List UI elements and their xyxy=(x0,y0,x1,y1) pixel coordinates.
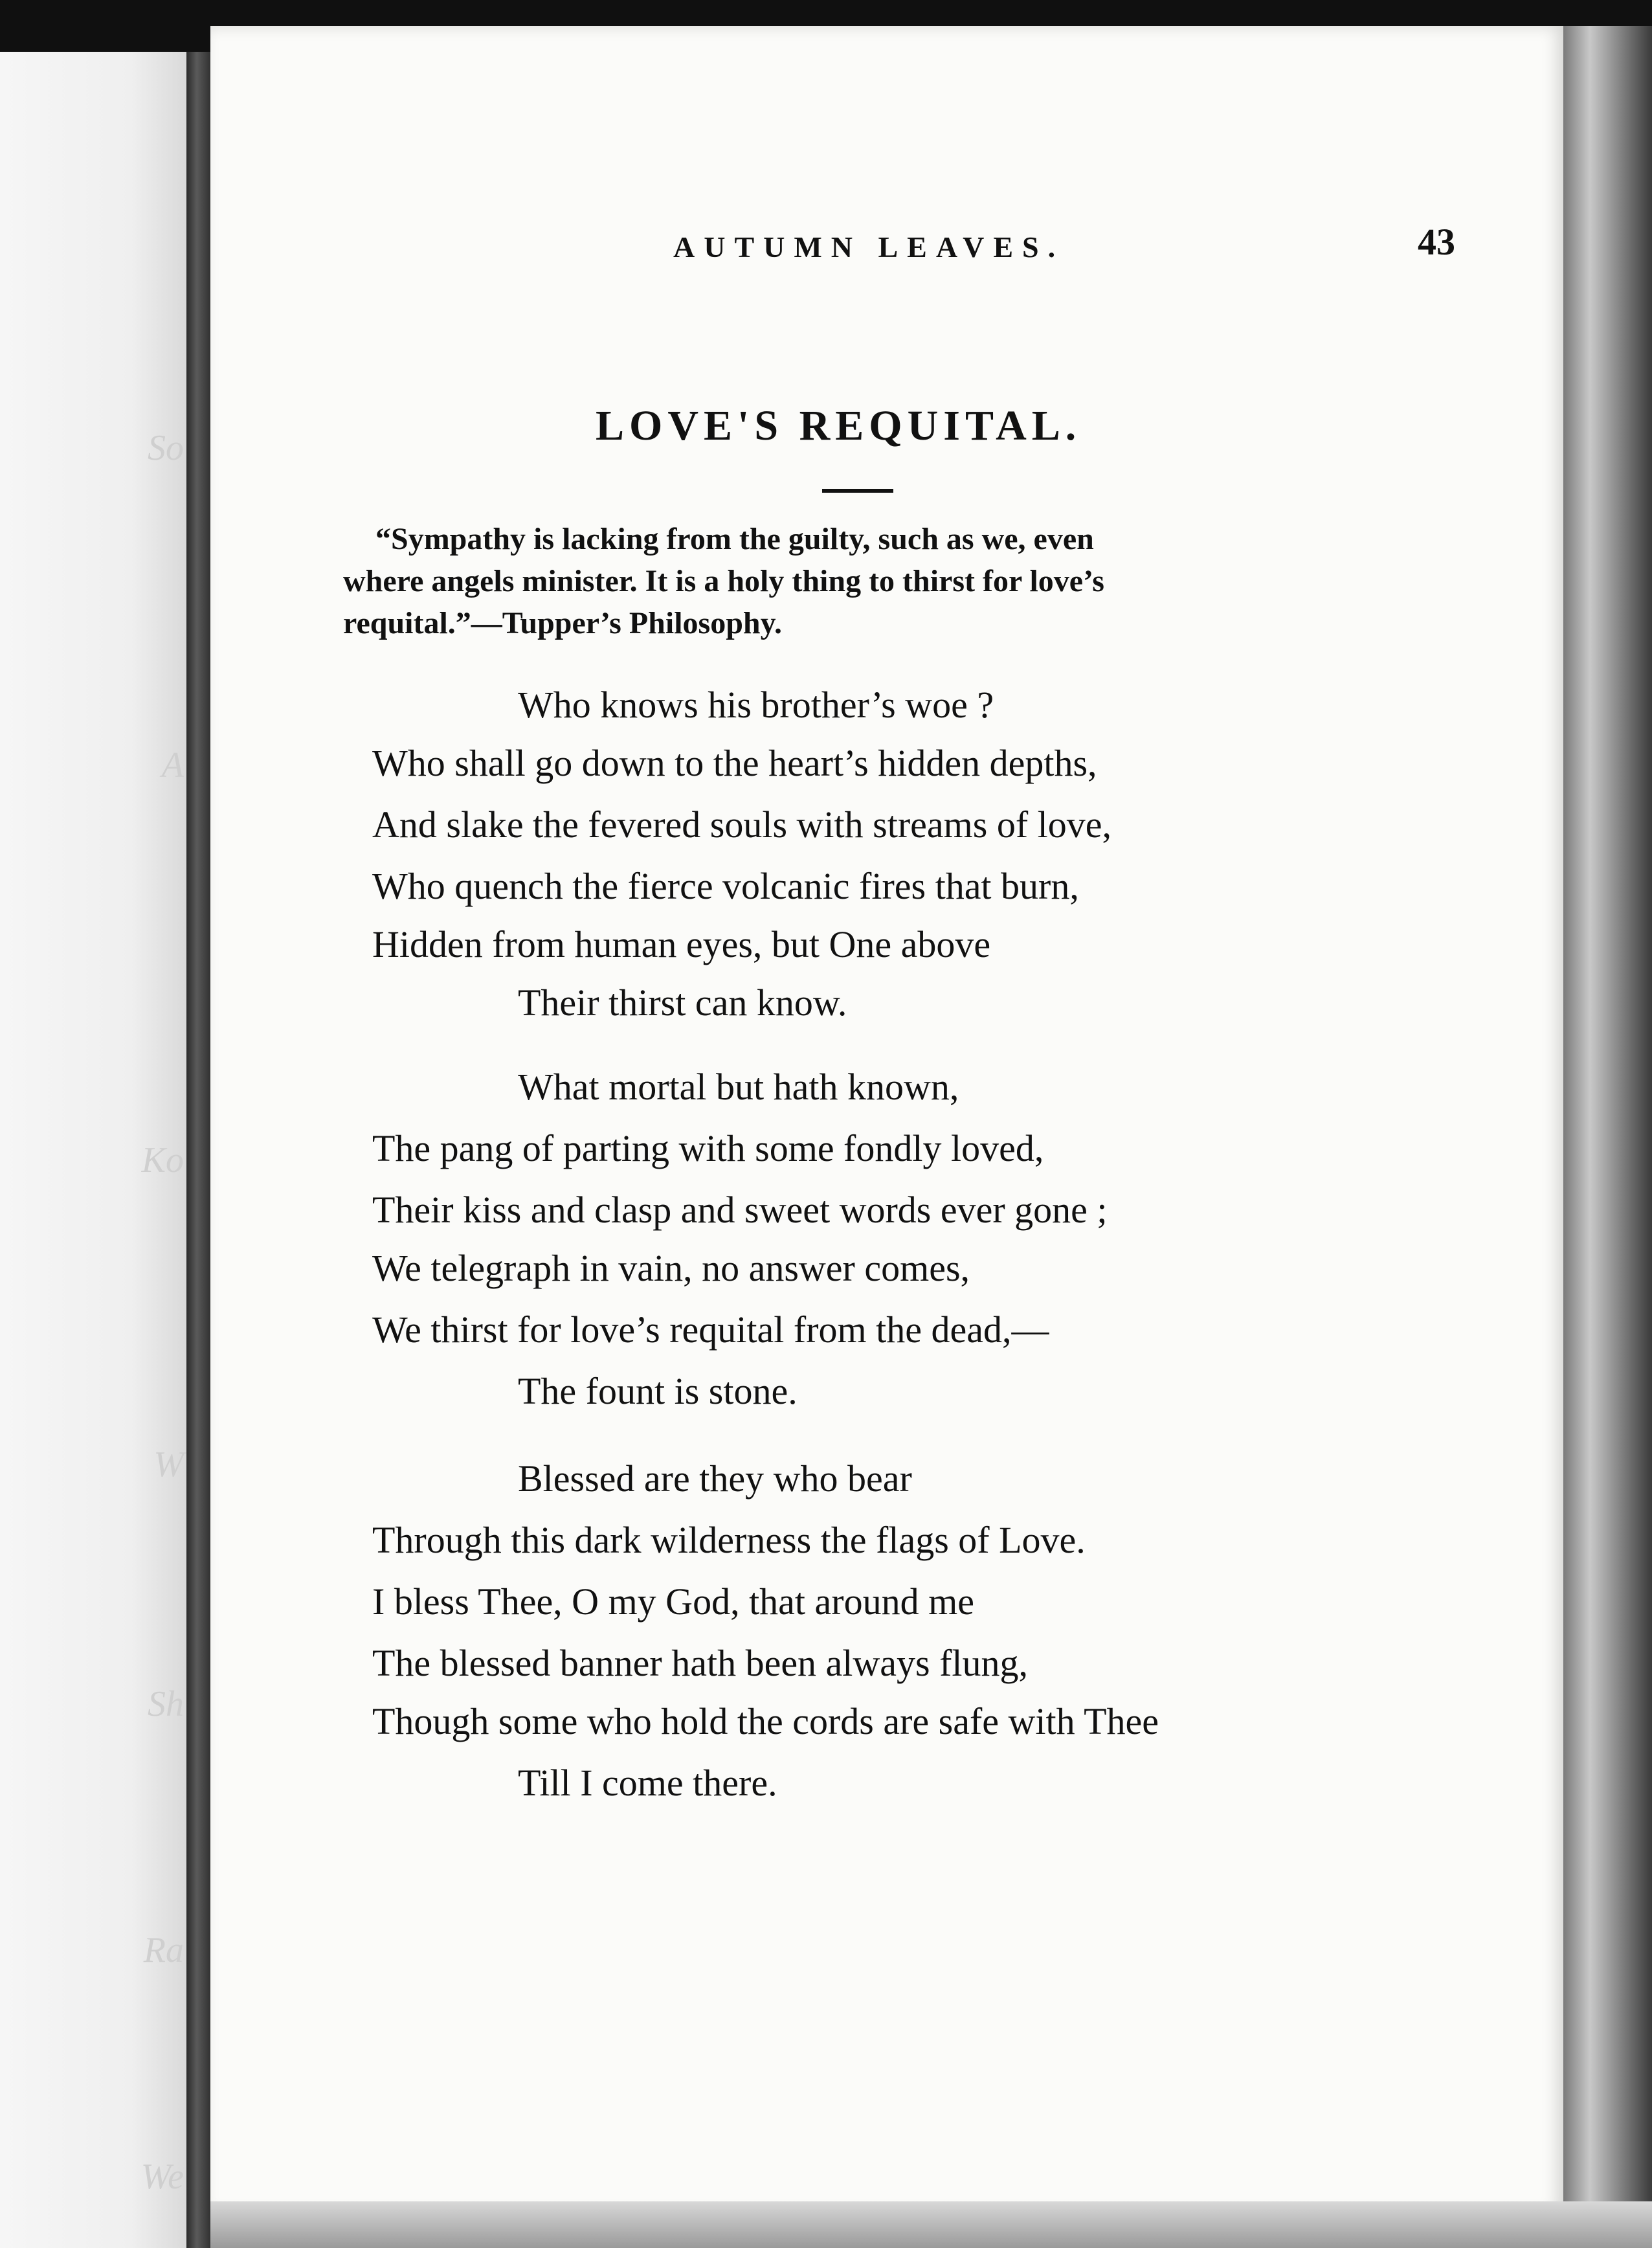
verse-line: I bless Thee, O my God, that around me xyxy=(372,1580,974,1623)
page-bottom-edge xyxy=(210,2201,1652,2248)
verse-line: Who shall go down to the heart’s hidden depths, xyxy=(372,742,1097,784)
verse-line: We thirst for love’s requital from the dead,— xyxy=(372,1309,1049,1351)
facing-page-fragment: So xyxy=(148,428,184,468)
facing-page-fragment: Ko xyxy=(141,1140,184,1180)
epigraph-line: “Sympathy is lacking from the guilty, such as we, even xyxy=(375,522,1094,556)
verse-line: Their thirst can know. xyxy=(518,982,847,1024)
page-edge-stack xyxy=(1563,26,1652,2247)
poem-title: LOVE'S REQUITAL. xyxy=(596,402,1082,449)
verse-line: Hidden from human eyes, but One above xyxy=(372,923,991,965)
facing-page-left xyxy=(0,52,188,2248)
verse-line: Their kiss and clasp and sweet words ever gone ; xyxy=(372,1189,1108,1231)
verse-line: Who quench the fierce volcanic fires that burn, xyxy=(372,865,1079,907)
verse-line: What mortal but hath known, xyxy=(518,1066,959,1108)
verse-line: The fount is stone. xyxy=(518,1370,798,1412)
verse-line: The pang of parting with some fondly loved, xyxy=(372,1127,1044,1169)
verse-line: The blessed banner hath been always flung, xyxy=(372,1642,1029,1684)
facing-page-fragment: We xyxy=(140,2157,184,2197)
facing-page-fragment: Sh xyxy=(148,1684,184,1724)
facing-page-fragment: W xyxy=(153,1444,184,1485)
epigraph-line: requital.”—Tupper’s Philosophy. xyxy=(343,606,782,640)
verse-line: Blessed are they who bear xyxy=(518,1457,912,1500)
verse-line: Who knows his brother’s woe ? xyxy=(518,684,994,726)
book-gutter xyxy=(186,52,212,2248)
verse-line: Till I come there. xyxy=(518,1762,777,1804)
facing-page-fragment: A xyxy=(161,745,184,785)
running-head: AUTUMN LEAVES. xyxy=(673,230,1065,264)
epigraph-line: where angels minister. It is a holy thing to thirst for love’s xyxy=(343,564,1104,598)
verse-line: Through this dark wilderness the flags of Love. xyxy=(372,1519,1086,1561)
book-page xyxy=(210,26,1563,2214)
verse-line: Though some who hold the cords are safe with Thee xyxy=(372,1700,1159,1742)
facing-page-fragment: Ra xyxy=(143,1930,184,1970)
page-number: 43 xyxy=(1418,221,1455,263)
title-rule xyxy=(822,489,893,493)
verse-line: We telegraph in vain, no answer comes, xyxy=(372,1247,970,1289)
verse-line: And slake the fevered souls with streams of love, xyxy=(372,804,1111,846)
